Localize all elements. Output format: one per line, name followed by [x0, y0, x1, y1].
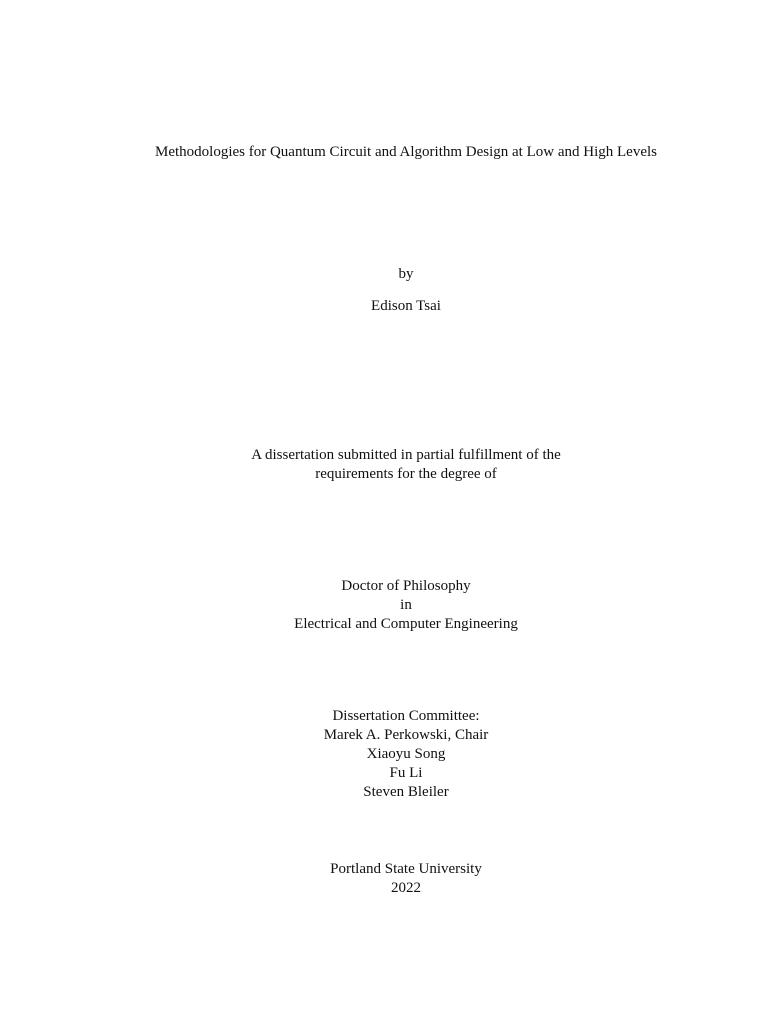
- author-name: Edison Tsai: [371, 298, 441, 314]
- degree-name: Doctor of Philosophy: [341, 578, 471, 594]
- degree-field: Electrical and Computer Engineering: [294, 616, 518, 632]
- submission-statement-line-1: A dissertation submitted in partial fulfillment of the: [251, 447, 561, 463]
- publication-year: 2022: [391, 880, 421, 896]
- committee-heading: Dissertation Committee:: [332, 708, 480, 724]
- by-label: by: [398, 266, 414, 282]
- dissertation-title: Methodologies for Quantum Circuit and Algorithm Design at Low and High Levels: [154, 144, 657, 160]
- committee-member: Fu Li: [389, 765, 423, 781]
- university-name: Portland State University: [330, 861, 482, 877]
- committee-member: Steven Bleiler: [363, 784, 449, 800]
- submission-statement-line-2: requirements for the degree of: [315, 466, 497, 482]
- degree-connector: in: [400, 597, 412, 613]
- committee-member: Xiaoyu Song: [366, 746, 446, 762]
- committee-member-chair: Marek A. Perkowski, Chair: [323, 727, 489, 743]
